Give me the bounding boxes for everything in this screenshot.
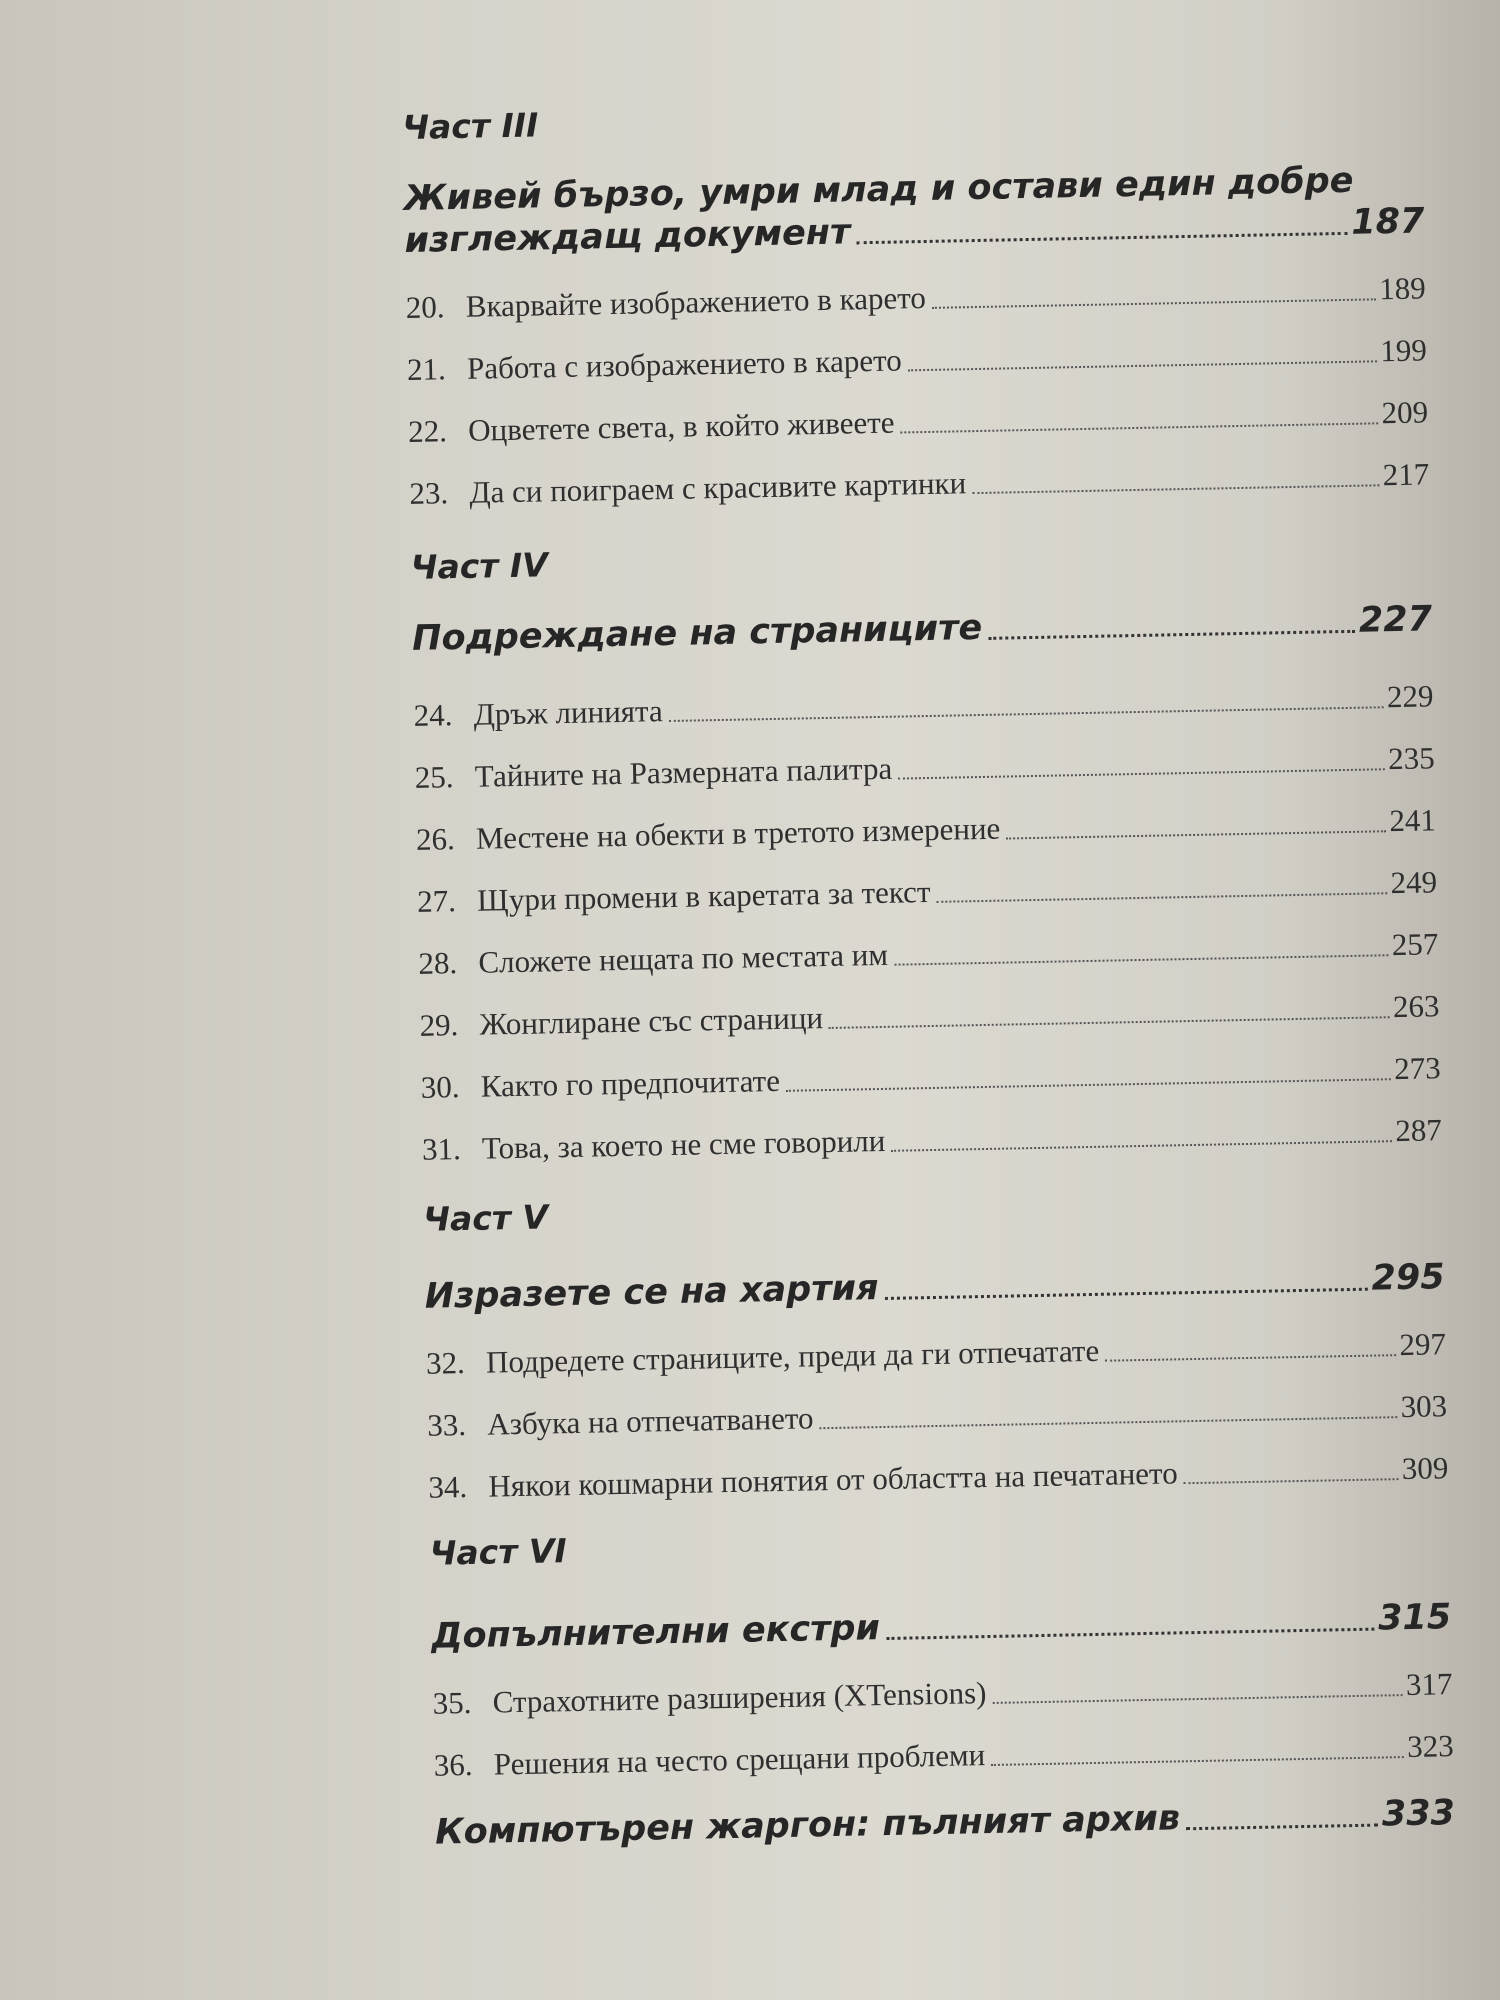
dot-leader	[886, 1628, 1374, 1640]
chapter-page: 257	[1391, 926, 1439, 963]
part-label: Част VI	[429, 1531, 568, 1573]
chapter-number: 34.	[428, 1469, 468, 1505]
chapter-number: 35.	[432, 1684, 472, 1721]
chapter-title: Както го предпочитате	[480, 1062, 781, 1104]
part-label: Част III	[402, 105, 539, 147]
chapter-title: Някои кошмарни понятия от областта на печатането	[488, 1455, 1178, 1504]
section-title-line: изглеждащ документ	[404, 212, 851, 261]
dot-leader	[885, 1288, 1368, 1300]
part-label: Част V	[422, 1197, 549, 1239]
chapter-page: 287	[1394, 1112, 1443, 1149]
chapter-page: 273	[1393, 1050, 1441, 1087]
table-of-contents	[402, 88, 1455, 1853]
chapter-page: 241	[1389, 802, 1437, 839]
chapter-number: 26.	[415, 821, 456, 857]
chapter-page: 217	[1382, 456, 1430, 493]
dot-leader	[932, 298, 1375, 309]
section-title-line: Живей бързо, умри млад и остави един добре	[403, 160, 1354, 219]
part-label: Част IV	[410, 545, 549, 587]
dot-leader	[991, 1756, 1403, 1766]
dot-leader	[908, 360, 1377, 371]
chapter-page: 209	[1381, 394, 1429, 431]
chapter-page: 229	[1386, 678, 1434, 715]
dot-leader	[993, 1694, 1403, 1704]
chapter-page: 199	[1380, 332, 1428, 369]
chapter-number: 23.	[409, 475, 449, 511]
chapter-page: 309	[1401, 1450, 1449, 1487]
chapter-page: 235	[1387, 740, 1436, 777]
chapter-title: Оцветете света, в който живеете	[467, 404, 895, 448]
chapter-number: 30.	[420, 1069, 460, 1105]
chapter-number: 33.	[426, 1407, 467, 1443]
chapter-title: Вкарвайте изображението в карето	[465, 279, 927, 324]
dot-leader	[972, 484, 1379, 494]
chapter-title: Жонглиране със страници	[479, 1000, 824, 1042]
section-page-number: 227	[1358, 599, 1433, 641]
chapter-page: 323	[1406, 1728, 1454, 1765]
chapter-title: Да си поиграем с красивите картинки	[469, 465, 967, 510]
dot-leader	[1006, 830, 1385, 839]
dot-leader	[786, 1078, 1390, 1092]
dot-leader	[1186, 1824, 1378, 1831]
chapter-number: 25.	[414, 759, 454, 795]
dot-leader	[1105, 1354, 1395, 1362]
section-page-number: 187	[1350, 201, 1425, 243]
chapter-title: Подредете страниците, преди да ги отпечатате	[485, 1332, 1100, 1380]
chapter-title: Щури промени в каретата за текст	[476, 874, 931, 918]
chapter-title: Страхотните разширения (XTensions)	[492, 1675, 987, 1720]
dot-leader	[820, 1416, 1397, 1429]
chapter-title: Азбука на отпечатването	[486, 1400, 814, 1442]
section-heading	[403, 158, 1424, 262]
dot-leader	[988, 630, 1355, 640]
chapter-title: Това, за което не сме говорили	[481, 1122, 886, 1166]
chapter-number: 21.	[406, 351, 447, 387]
chapter-page: 303	[1400, 1388, 1448, 1425]
chapter-page: 263	[1392, 988, 1440, 1025]
dot-leader	[894, 954, 1388, 965]
chapter-number: 28.	[418, 945, 458, 981]
chapter-number: 29.	[419, 1007, 459, 1043]
section-page-number: 333	[1381, 1793, 1456, 1835]
chapter-title: Местене на обекти в третото измерение	[475, 810, 1001, 856]
chapter-number: 36.	[433, 1746, 473, 1783]
chapter-title: Сложете нещата по местата им	[478, 936, 889, 980]
chapter-number: 24.	[413, 697, 453, 733]
section-title: Изразете се на хартия	[424, 1268, 879, 1317]
section-title: Подреждане на страниците	[411, 607, 983, 659]
dot-leader	[891, 1140, 1391, 1152]
chapter-page: 249	[1390, 864, 1438, 901]
chapter-number: 27.	[416, 883, 457, 919]
dot-leader	[901, 422, 1378, 433]
dot-leader	[856, 232, 1347, 244]
chapter-page: 297	[1399, 1326, 1447, 1363]
section-heading	[412, 598, 1433, 660]
dot-leader	[898, 768, 1384, 779]
chapter-number: 22.	[407, 413, 448, 449]
chapter-number: 31.	[421, 1131, 462, 1167]
section-title: Компютърен жаргон: пълният архив	[434, 1798, 1181, 1853]
chapter-page: 189	[1378, 270, 1426, 307]
dot-leader	[1184, 1478, 1398, 1484]
chapter-page: 317	[1405, 1666, 1453, 1703]
section-title: Допълнителни екстри	[430, 1608, 881, 1657]
chapter-number: 32.	[425, 1345, 466, 1381]
chapter-title: Работа с изображението в карето	[466, 342, 902, 386]
dot-leader	[937, 892, 1387, 903]
chapter-title: Решения на често срещани проблеми	[493, 1737, 986, 1782]
glossary-heading	[435, 1792, 1456, 1854]
section-page-number: 295	[1371, 1257, 1446, 1299]
chapter-number: 20.	[405, 289, 445, 325]
dot-leader	[829, 1016, 1389, 1029]
chapter-title: Тайните на Размерната палитра	[474, 750, 893, 794]
chapter-title: Дръж линията	[473, 693, 663, 732]
section-page-number: 315	[1377, 1597, 1452, 1639]
